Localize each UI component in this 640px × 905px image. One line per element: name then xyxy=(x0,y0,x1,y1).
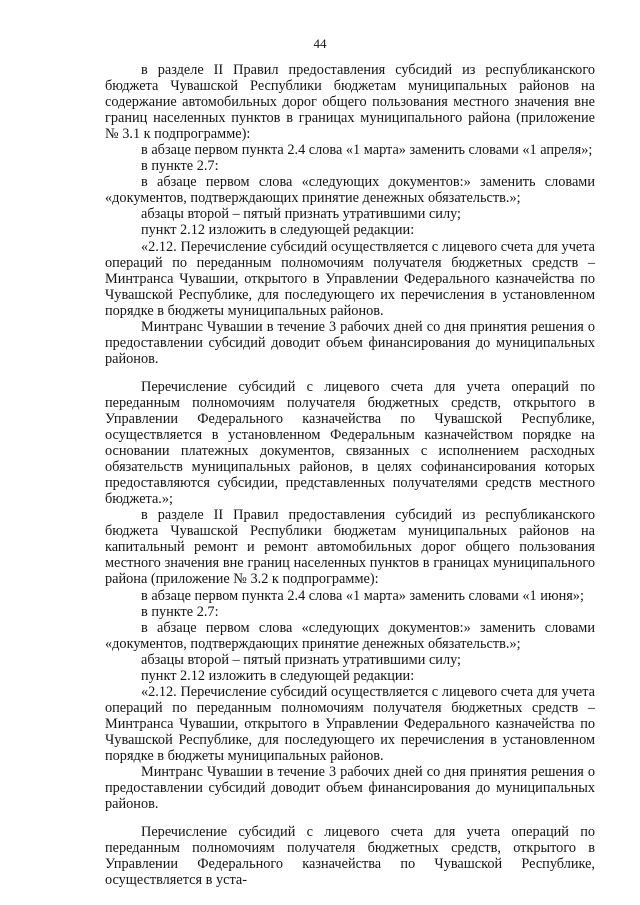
paragraph: в разделе II Правил предоставления субсидий из республиканского бюджета Чувашской Республики бюджетам муниципальных районов на капитальный ремонт и ремонт автомобильных дорог общего пользования местного значения вне границ населенных пунктов в границах муниципального района (приложение № 3.2 к подпрограмме): xyxy=(105,507,595,588)
paragraph: в абзаце первом пункта 2.4 слова «1 марта» заменить словами «1 июня»; xyxy=(141,587,584,604)
paragraph: в пункте 2.7: xyxy=(141,158,219,175)
paragraph: Перечисление субсидий с лицевого счета для учета операций по переданным полномочиям получателя бюджетных средств, открытого в Управлении Федерального казначейства по Чувашской Республике, осуществляется в установленном Федеральным казначейством порядке на основании платежных документов, связанных с исполнением расходных обязательств муниципальных районов, в целях софинансирования которых предоставляются субсидии, представленных получателями средств местного бюджета.»; xyxy=(105,378,595,508)
paragraph: Перечисление субсидий с лицевого счета для учета операций по переданным полномочиям получателя бюджетных средств, открытого в Управлении Федерального казначейства по Чувашской Республике, осуществляется в уста- xyxy=(105,824,595,889)
paragraph: в абзаце первом слова «следующих документов:» заменить словами «документов, подтверждающих принятие денежных обязательств.»; xyxy=(105,619,595,652)
paragraph: абзацы второй – пятый признать утратившими силу; xyxy=(141,206,462,223)
paragraph: пункт 2.12 изложить в следующей редакции: xyxy=(141,667,415,684)
paragraph: в пункте 2.7: xyxy=(141,603,219,620)
paragraph: пункт 2.12 изложить в следующей редакции: xyxy=(141,222,415,239)
paragraph: Минтранс Чувашии в течение 3 рабочих дней со дня принятия решения о предоставлении субсидий доводит объем финансирования до муниципальных районов. xyxy=(105,318,595,367)
paragraph: абзацы второй – пятый признать утратившими силу; xyxy=(141,651,462,668)
paragraph: в абзаце первом слова «следующих документов:» заменить словами «документов, подтверждающих принятие денежных обязательств.»; xyxy=(105,174,595,207)
paragraph: Минтранс Чувашии в течение 3 рабочих дней со дня принятия решения о предоставлении субсидий доводит объем финансирования до муниципальных районов. xyxy=(105,764,595,813)
page-number: 44 xyxy=(313,36,327,51)
paragraph: «2.12. Перечисление субсидий осуществляется с лицевого счета для учета операций по переданным полномочиям получателя бюджетных средств – Минтранса Чувашии, открытого в Управлении Федерального казначейства по Чувашской Республике, для последующего их перечисления в установленном порядке в бюджеты муниципальных районов. xyxy=(105,238,595,319)
paragraph: в разделе II Правил предоставления субсидий из республиканского бюджета Чувашской Республики бюджетам муниципальных районов на содержание автомобильных дорог общего пользования местного значения вне границ населенных пунктов в границах муниципального района (приложение № 3.1 к подпрограмме): xyxy=(105,62,595,143)
paragraph: в абзаце первом пункта 2.4 слова «1 марта» заменить словами «1 апреля»; xyxy=(141,142,593,159)
paragraph: «2.12. Перечисление субсидий осуществляется с лицевого счета для учета операций по переданным полномочиям получателя бюджетных средств – Минтранса Чувашии, открытого в Управлении Федерального казначейства по Чувашской Республике, для последующего их перечисления в установленном порядке в бюджеты муниципальных районов. xyxy=(105,683,595,764)
document-body xyxy=(105,62,595,888)
